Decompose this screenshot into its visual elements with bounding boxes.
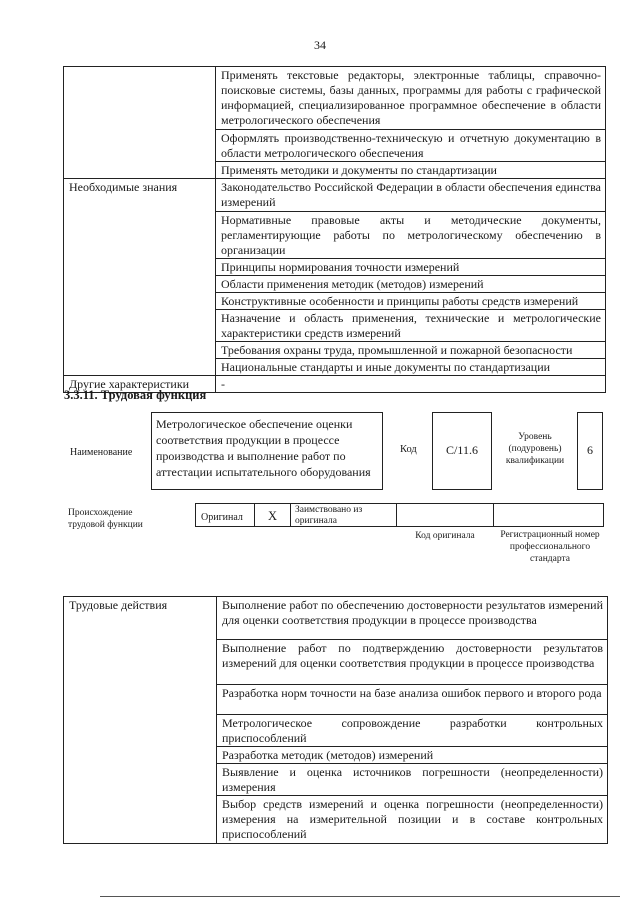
- function-code: C/11.6: [432, 412, 492, 490]
- origin-label: Происхождение трудовой функции: [68, 508, 143, 530]
- name-label: Наименование: [70, 447, 133, 458]
- reg-number-note: Регистрационный номер профессионального стандарта: [500, 530, 600, 564]
- list-item: Оформлять производственно-техническую и отчетную документацию в области метрологического обеспечения: [216, 130, 606, 162]
- code-label: Код: [400, 444, 417, 455]
- list-item: Применять методики и документы по стандартизации: [216, 162, 606, 179]
- reg-number-cell: [493, 503, 604, 527]
- list-item: Метрологическое сопровождение разработки контрольных приспособлений: [217, 715, 608, 747]
- list-item: -: [216, 376, 606, 393]
- section-heading: 3.3.11. Трудовая функция: [64, 388, 207, 402]
- list-item: Выбор средств измерений и оценка погрешности (неопределенности) измерения на измерительной позиции и в составе контрольных приспособлений: [217, 796, 608, 844]
- skills-table: [63, 66, 606, 393]
- list-item: Разработка методик (методов) измерений: [217, 747, 608, 764]
- code-original-cell: [396, 503, 494, 527]
- list-item: Выявление и оценка источников погрешности (неопределенности) измерения: [217, 764, 608, 796]
- list-item: Выполнение работ по обеспечению достоверности результатов измерений для оценки соответствия продукции в процессе производства: [217, 597, 608, 640]
- labor-actions-table: [63, 596, 608, 844]
- list-item: Требования охраны труда, промышленной и пожарной безопасности: [216, 342, 606, 359]
- scan-edge-line: [100, 896, 620, 897]
- page-number: 34: [314, 38, 326, 52]
- code-original-note: Код оригинала: [415, 531, 475, 541]
- list-item: Нормативные правовые акты и методические документы, регламентирующие работы по метрологическому обеспечению в организации: [216, 212, 606, 259]
- list-item: Законодательство Российской Федерации в области обеспечения единства измерений: [216, 179, 606, 212]
- table-row-label: Необходимые знания: [64, 179, 216, 376]
- qualification-level: 6: [577, 412, 603, 490]
- level-label: Уровень (подуровень) квалификации: [505, 432, 565, 466]
- list-item: Выполнение работ по подтверждению достоверности результатов измерений для оценки соответствия продукции в процессе производства: [217, 640, 608, 685]
- original-mark: X: [254, 503, 291, 527]
- list-item: Области применения методик (методов) измерений: [216, 276, 606, 293]
- table-row-label: Другие характеристики: [64, 376, 216, 393]
- borrowed-cell: Заимствовано из оригинала: [290, 503, 397, 527]
- function-name: Метрологическое обеспечение оценки соответствия продукции в процессе производства и выполнение работ по аттестации испытательного оборудования: [151, 412, 383, 490]
- list-item: Назначение и область применения, технические и метрологические характеристики средств измерений: [216, 310, 606, 342]
- original-cell: Оригинал: [195, 503, 255, 527]
- list-item: Конструктивные особенности и принципы работы средств измерений: [216, 293, 606, 310]
- list-item: Применять текстовые редакторы, электронные таблицы, справочно-поисковые системы, базы данных, программы для работы с графической информацией, специализированное программное обеспечение в области метрологического обеспечения: [216, 67, 606, 130]
- list-item: Принципы нормирования точности измерений: [216, 259, 606, 276]
- table-row-label: Трудовые действия: [64, 597, 217, 844]
- list-item: Разработка норм точности на базе анализа ошибок первого и второго рода: [217, 685, 608, 715]
- table-row-label: [64, 67, 216, 179]
- list-item: Национальные стандарты и иные документы по стандартизации: [216, 359, 606, 376]
